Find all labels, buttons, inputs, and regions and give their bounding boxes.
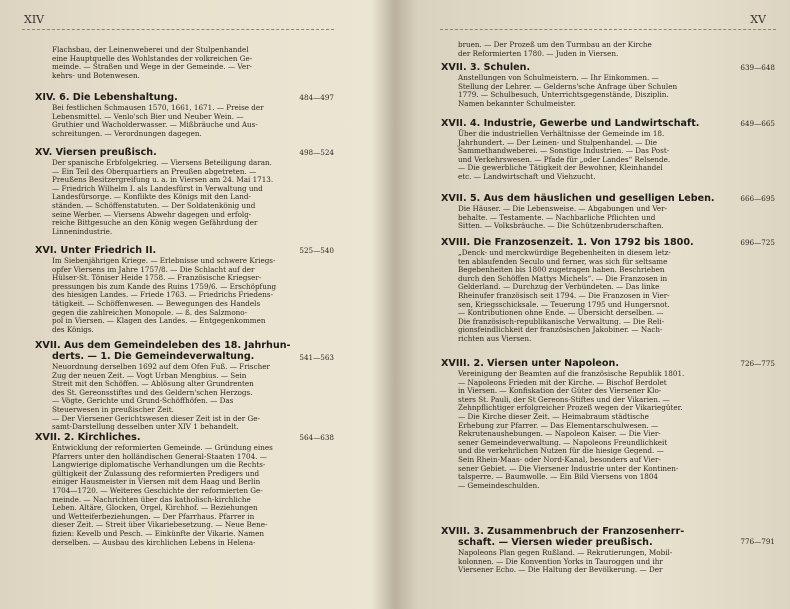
text-line: kolonnen. — Die Konvention Yorks in Tauroggen und ihr [458,556,663,566]
text-line: sener Gemeindeverwaltung. — Napoleons Freundlichkeit [458,437,668,447]
text-line: einiger Hausmeister in Viersen mit dem Haag und Berlin [52,477,261,487]
text-line: Preußens Besitzergreifung u. a. in Viersen am 24. Mai 1713. [52,175,274,185]
text-line: Die französisch-republikanische Verwaltung. — Die Reli- [458,316,665,326]
page-range: 541—563 [299,353,334,362]
entry-text [35,444,292,547]
text-line: gionsfeindlichkeit der französischen Jakobiner. — Nach- [458,325,663,335]
text-line: der Reformierten 1780. — Juden in Viersen. [458,48,619,58]
text-line: — Kontributionen ohne Ende. — Übersicht derselben. — [458,308,664,318]
text-line: sener Gebiet. — Die Viersener Industrie unter der Kontinen- [458,463,679,473]
text-line: Zehnpflichtiger erfolgreicher Prozeß wegen der Vikariegüter. [458,403,683,413]
left-page-number: XIV [24,13,45,26]
page-range: 498—524 [299,148,334,157]
text-line: Viersener Echo. — Die Haltung der Bevölkerung. — Der [458,565,663,575]
text-line: Über die industriellen Verhältnisse der Gemeinde im 18. [458,129,665,138]
text-line: meinde. — Straßen und Wege in der Gemeinde. — Ver- [52,62,253,72]
text-line: opfer Viersens im Jahre 1757/8. — Die Schlacht auf der [52,264,255,274]
text-line: richten aus Viersen. [458,333,532,343]
text-line: — Vögte, Gerichte und Grund-Schöffhöfen. — Das [52,396,234,406]
text-line: und die verkehrlichen Nutzen für die hiesige Gegend. — [458,446,664,456]
text-line: Leben. Altäre, Glocken, Orgel, Kirchhof. — Beziehungen [52,503,258,513]
entry-heading: XVI. Unter Friedrich II. [35,245,157,256]
entry-heading: XVII. 5. Aus dem häuslichen und geselligen Leben. [441,193,715,204]
page-range: 564—638 [299,433,334,442]
text-line: Bei festlichen Schmausen 1570, 1661, 1671. — Preise der [52,103,264,112]
left-page [0,0,392,609]
text-line: Langwierige diplomatische Verhandlungen um die Rechts- [52,460,266,470]
text-line: Pfarrers unter den holländischen General-Staaten 1704. — [52,451,267,461]
text-line: des St. Gereonsstiftes und des Geldern'schen Herzogs. [52,387,253,397]
page-range: 776—791 [740,537,775,546]
text-line: Sitten. — Volksbräuche. — Die Schützenbruderschaften. [458,221,664,231]
entry-heading: XVIII. Die Franzosenzeit. 1. Von 1792 bis 1800. [441,237,694,248]
entry-text [441,205,704,231]
entry-text [35,159,292,236]
text-line: Lebensmittel. — Venlo'sch Bier und Neuber Wein. — [52,111,244,121]
page-range: 525—540 [299,246,334,255]
entry-text [441,130,704,182]
text-line: — Die gewerbliche Tätigkeit der Bewohner, Kleinhandel [458,163,663,173]
toc-entry [441,193,775,231]
toc-entry [441,62,775,108]
toc-entry [35,340,334,432]
text-line: sters St. Pauli, der St Gereons-Stiftes und der Vikarien. — [458,394,670,404]
text-line: etc. — Landwirtschaft und Viehzucht. [458,171,596,181]
intro-text [52,46,334,80]
page-range: 666—695 [740,194,775,203]
text-line: Namen bekannter Schulmeister. [458,98,576,108]
text-line: durch den Schöffen Mattys Michels“. — Die Franzosen in [458,273,668,283]
text-line: — Napoleons Frieden mit der Kirche. — Bischof Berdolet [458,377,667,387]
text-line: — Ein Teil des Oberquartiers an Preußen abgetreten. — [52,166,257,176]
text-line: eine Hauptquelle des Wohlstandes der volkreichen Ge- [52,53,253,63]
text-line: Begebenheiten bis 1800 zugetragen haben. Beschrieben [458,265,665,275]
entry-heading: XVII. 2. Kirchliches. [35,432,141,443]
left-column [52,46,334,80]
text-line: dieser Zeit. — Streit über Vikariebesetzung. — Neue Bene- [52,520,268,530]
entry-text [441,549,704,575]
entry-heading-cont: derts. — 1. Die Gemeindeverwaltung. [52,351,255,362]
text-line: in Viersen. — Konfiskation der Güter des Viersener Klo- [458,386,662,396]
text-line: gegen die zahlreichen Monopole. — ß. des Salzmono- [52,307,248,317]
text-line: Vereinigung der Beamten auf die französische Republik 1801. [458,369,685,378]
entry-text [35,104,292,138]
toc-entry [441,358,775,490]
entry-heading-cont: schaft. — Viersen wieder preußisch. [458,537,653,548]
text-line: tätigkeit. — Schöffenwesen. — Bewegungen des Handels [52,298,261,308]
text-line: seine Werber. — Viersens Abwehr dagegen und erfolg- [52,209,252,219]
text-line: und Verkehrswesen. — Pfade für „oder Landes“ Relsende. [458,154,671,164]
text-line: behalte. — Testamente. — Nachbarliche Pflichten und [458,212,656,222]
text-line: — Die Kirche dieser Zeit. — Heimabraum städtische [458,411,649,421]
text-line: Gelderland. — Durchzug der Verbündeten. — Das linke [458,282,660,292]
text-line: Jahrhundert. — Der Leinen- und Stulpenhandel. — Die [458,137,658,147]
text-line: meinde. — Nachrichten über das katholisch-kirchliche [52,494,251,504]
text-line: Anstellungen von Schulmeistern. — Ihr Einkommen. — [458,73,659,82]
header-rule [440,29,776,30]
entry-text [35,363,292,432]
text-line: fizien: Kevelb und Pesch. — Einkünfte der Vikarie. Namen [52,528,264,538]
text-line: Rheinufer französisch seit 1794. — Die Franzosen in Vier- [458,290,670,300]
text-line: samt-Darstellung desselben unter XIV 1 behandelt. [52,422,239,432]
text-line: talsperre. — Baumwolle. — Ein Bild Viersens von 1804 [458,472,658,482]
entry-heading: XVIII. 3. Zusammenbruch der Franzosenherr- [441,526,685,537]
text-line: ten ablaufenden Seculo und ferner, was sich für seltsame [458,256,668,266]
text-line: Rekrutenaushebungen. — Napoleon Kaiser. — Die Vier- [458,429,661,439]
page-range: 726—775 [740,359,775,368]
entry-text [441,370,704,490]
toc-entry [35,432,334,547]
text-line: bruen. — Der Prozeß um den Turmbau an der Kirche [458,40,652,49]
entry-heading: XVII. 4. Industrie, Gewerbe und Landwirtschaft. [441,118,700,129]
toc-entry [441,526,775,575]
toc-entry [35,147,334,236]
text-line: Hülser-St. Töniser Heide 1758. — Französische Kriegser- [52,273,262,283]
toc-entry [35,92,334,138]
text-line: pressungen bis zum Kande des Ruins 1759/6. — Erschöpfung [52,281,277,291]
text-line: Entwicklung der reformierten Gemeinde. — Gründung eines [52,443,273,452]
entry-text [35,257,292,334]
text-line: Steuerwesen in preußischer Zeit. [52,404,174,414]
text-line: Die Häuser. — Die Lebensweise. — Abgabungen und Ver- [458,204,667,213]
text-line: pol in Viersen. — Klagen des Landes. — Entgegenkommen [52,316,266,326]
text-line: Sein Rhein-Maas- oder Nord-Kanal, besonders auf Vier- [458,454,661,464]
text-line: Landesfürsorge. — Konflikte des Königs mit den Land- [52,192,251,202]
text-line: Linnenindustrie. [52,226,113,236]
text-line: Flachsbau, der Leinenweberei und der Stulpenhandel [52,45,249,54]
right-intro [458,41,728,58]
text-line: Der spanische Erbfolgekrieg. — Viersens Beteiligung daran. [52,158,272,167]
entry-heading: XVIII. 2. Viersen unter Napoleon. [441,358,619,369]
text-line: Gruthier und Wacholderwasser. — Mißbräuche und Aus- [52,120,258,130]
toc-entry [35,245,334,334]
entry-heading: XVII. 3. Schulen. [441,62,531,73]
header-rule [22,29,334,30]
text-line: des Königs. [52,324,94,334]
text-line: Napoleons Plan gegen Rußland. — Rekrutierungen, Mobil- [458,548,673,557]
text-line: kehrs- und Botenwesen. [52,70,140,80]
right-page-number: XV [750,13,766,26]
text-line: Sammethandweberei. — Sonstige Industrien. — Das Post- [458,146,670,156]
text-line: reiche Bittgesuche an den König wegen Gefährdung der [52,218,258,228]
page-range: 649—665 [740,119,775,128]
text-line: derselben. — Ausbau des kirchlichen Lebens in Helena- [52,537,256,547]
text-line: Im Siebenjährigen Kriege. — Erlebnisse und schwere Kriegs- [52,256,276,265]
entry-heading: XVII. Aus dem Gemeindeleben des 18. Jahrhun- [35,340,291,351]
text-line: Zug der neuen Zeit. — Vogt Urban Mengbius. — Sein [52,370,247,380]
toc-entry [441,237,775,344]
toc-entry [441,118,775,182]
text-line: schreitungen. — Verordnungen dagegen. [52,128,202,138]
page-range: 696—725 [740,238,775,247]
text-line: ständen. — Schöffenstatuten. — Der Soldatenkönig und [52,200,256,210]
entry-heading: XIV. 6. Die Lebenshaltung. [35,92,178,103]
page-range: 639—648 [740,63,775,72]
text-line: 1704—1720. — Weiteres Geschichte der reformierten Ge- [52,485,263,495]
entry-text [441,74,704,108]
entry-text [441,249,704,344]
text-line: Streit mit den Schöffen. — Ablösung alter Grundrenten [52,379,254,389]
text-line: Neuordnung derselben 1692 auf dem Ofen Fuß. — Frischer [52,362,270,371]
text-line: Erhebung zur Pfarrer. — Das Elementarschulwesen. — [458,420,659,430]
text-line: des hiesigen Landes. — Friede 1763. — Friedrichs Friedens- [52,290,273,300]
text-line: 1779. — Schulbesuch, Unterrichtsgegenstände, Disziplin. [458,90,669,100]
entry-heading: XV. Viersen preußisch. [35,147,157,158]
text-line: — Gemeindeschulden. [458,480,540,490]
page-range: 484—497 [299,93,334,102]
text-line: — Friedrich Wilhelm I. als Landesfürst in Verwaltung und [52,183,263,193]
text-line: sen, Kriegsschicksale. — Teuerung 1795 und Hungersnot. [458,299,670,309]
right-page [400,0,790,609]
text-line: — Der Viersener Gerichtswesen dieser Zeit ist in der Ge- [52,413,260,423]
text-line: „Denck- und merckwürdige Begebenheiten in diesem letz- [458,248,671,257]
text-line: gültigkeit der Zulassung des reformierten Predigers und [52,468,260,478]
text-line: und Wetteiferbeziehungen. — Der Pfarrhaus. Pfarrer in [52,511,255,521]
text-line: Stellung der Lehrer. — Gelderns'sche Anfrage über Schulen [458,81,678,91]
